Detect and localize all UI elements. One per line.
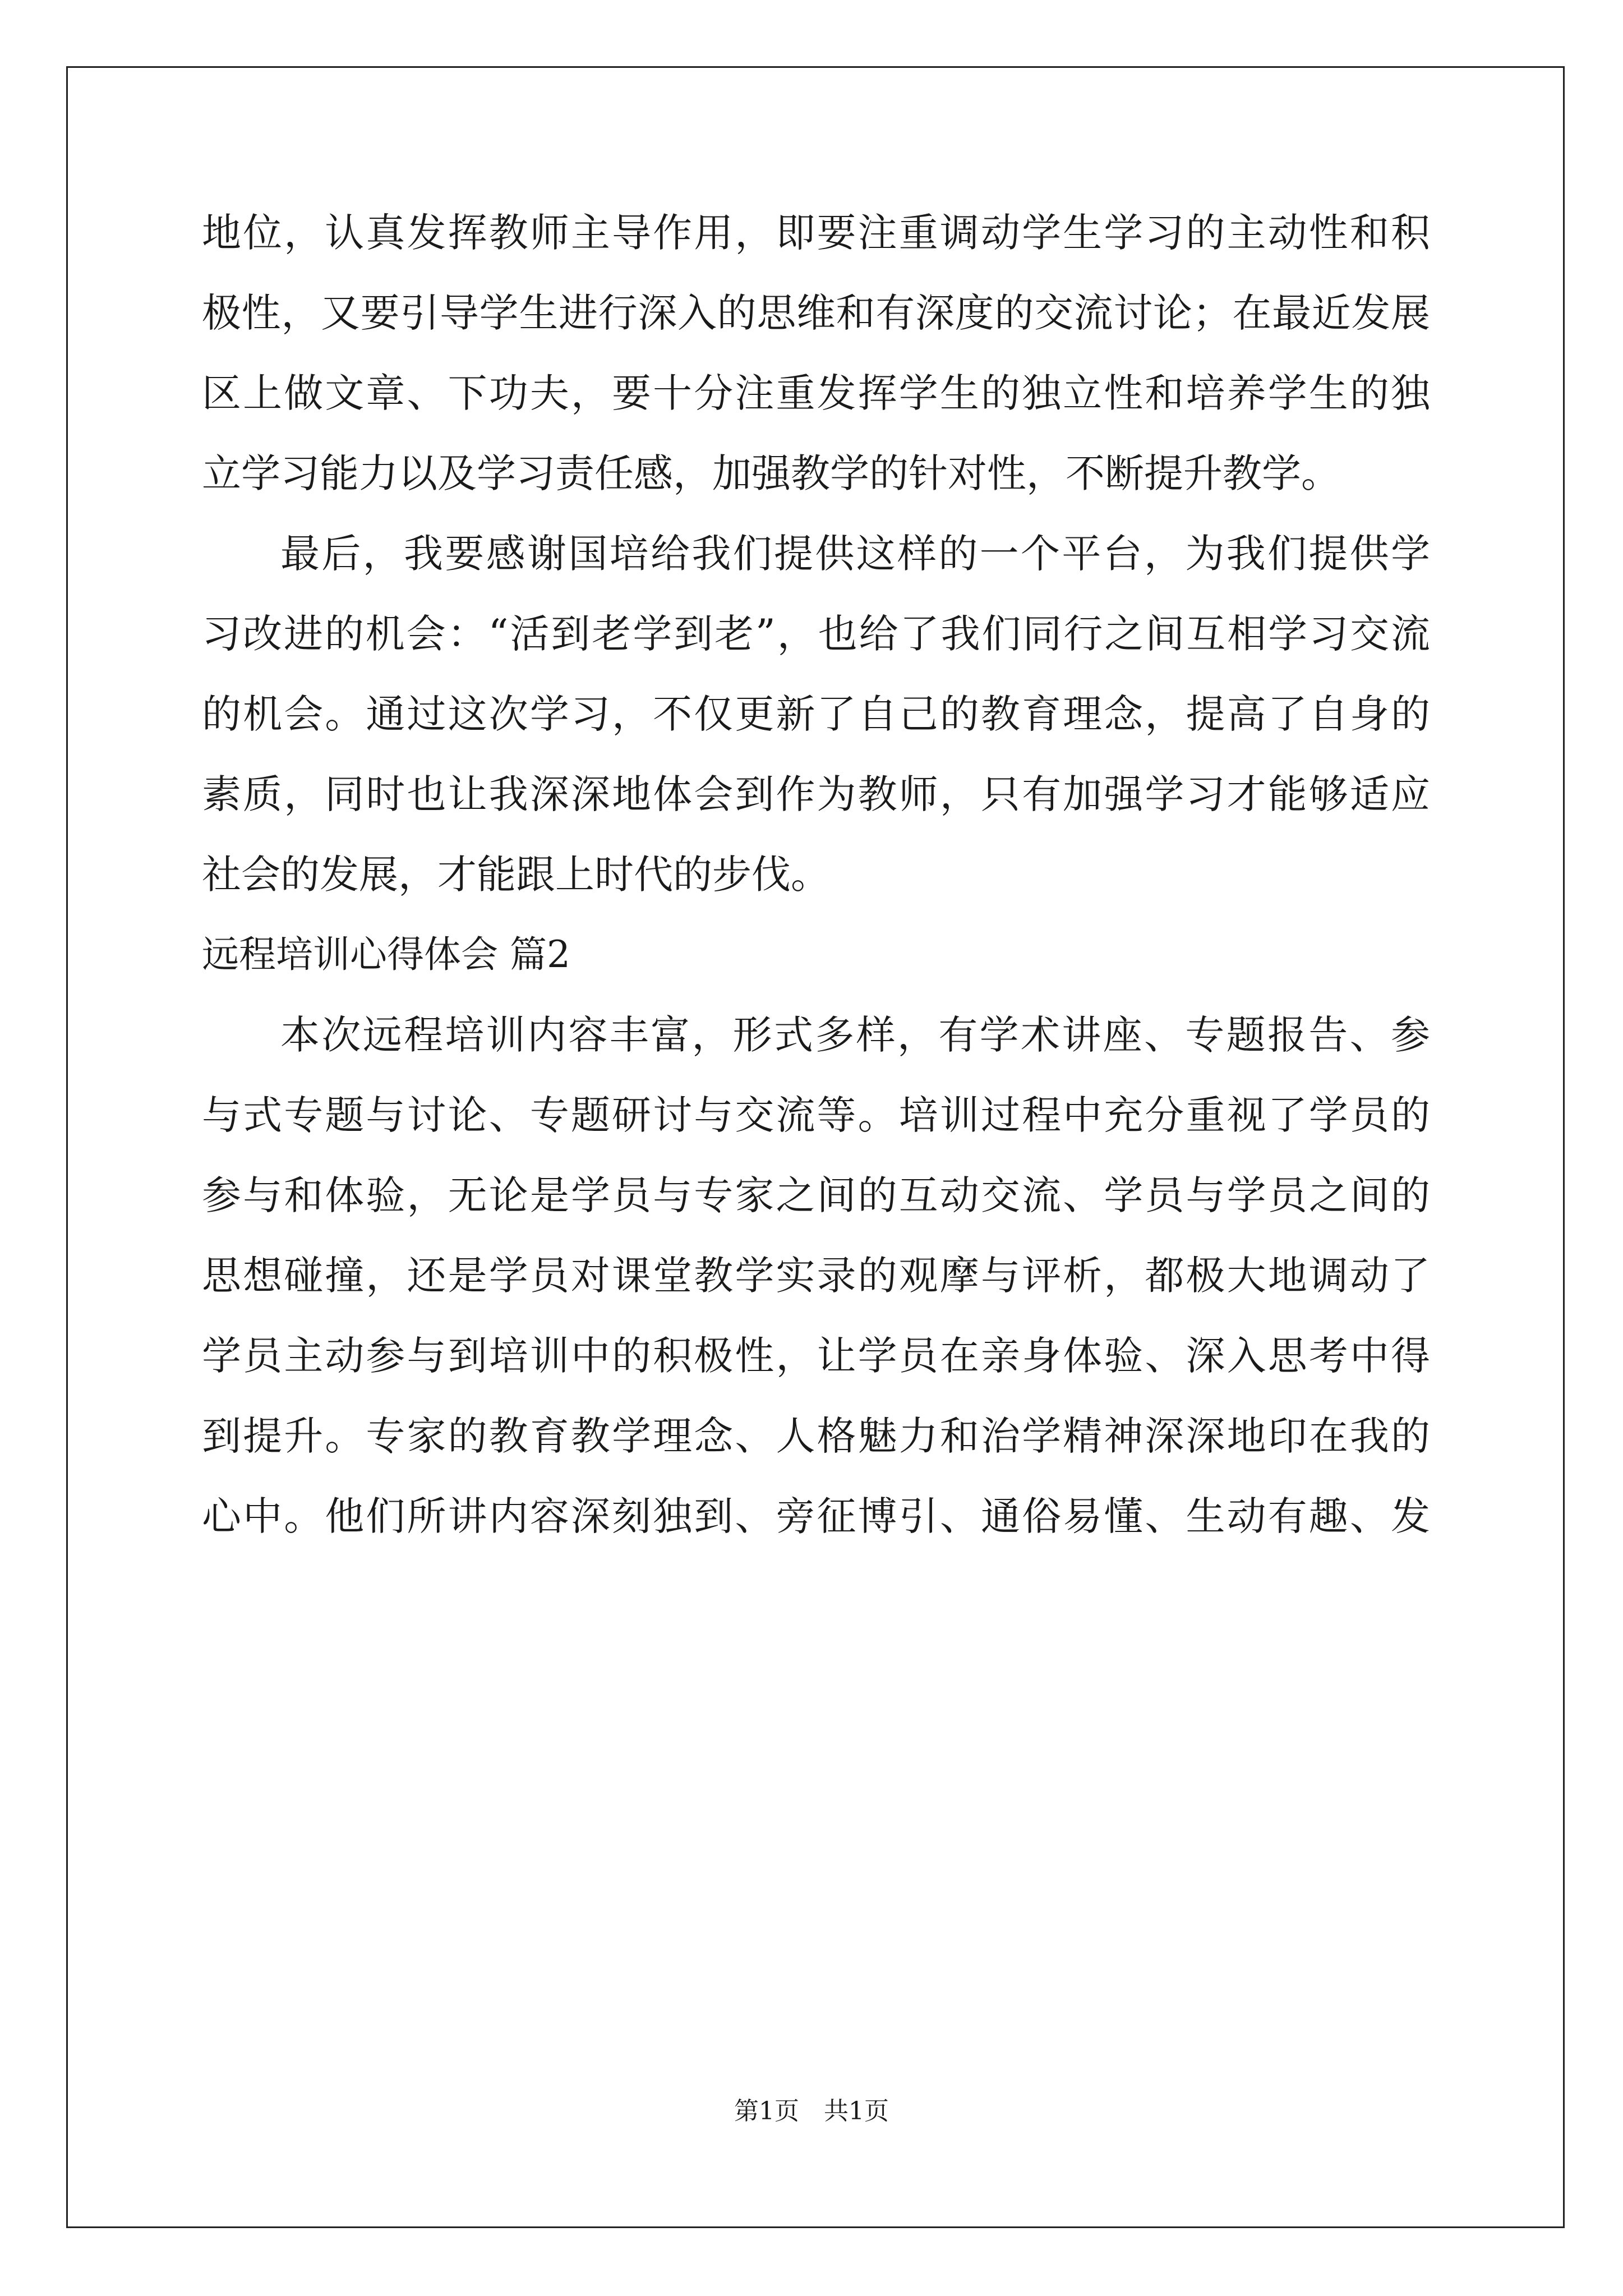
text-line: 社会的发展，才能跟上时代的步伐。 xyxy=(202,852,830,898)
text-line: 的机会。通过这次学习，不仅更新了自己的教育理念，提高了自身的 xyxy=(202,691,1430,737)
text-line: 本次远程培训内容丰富，形式多样，有学术讲座、专题报告、参 xyxy=(280,1012,1430,1058)
text-line: 到提升。专家的教育教学理念、人格魅力和治学精神深深地印在我的 xyxy=(202,1413,1430,1459)
text-line: 立学习能力以及学习责任感，加强教学的针对性，不断提升教学。 xyxy=(202,450,1340,496)
text-line: 最后，我要感谢国培给我们提供这样的一个平台，为我们提供学 xyxy=(280,531,1430,577)
paragraph-3 xyxy=(202,1012,1430,1577)
page-footer: 第1页 共1页 xyxy=(734,2097,889,2125)
text-line: 学员主动参与到培训中的积极性，让学员在亲身体验、深入思考中得 xyxy=(202,1333,1430,1379)
text-line: 思想碰撞，还是学员对课堂教学实录的观摩与评析，都极大地调动了 xyxy=(202,1253,1430,1299)
text-line: 地位，认真发挥教师主导作用，即要注重调动学生学习的主动性和积 xyxy=(202,210,1430,256)
text-line: 与式专题与讨论、专题研讨与交流等。培训过程中充分重视了学员的 xyxy=(202,1092,1430,1138)
text-line: 极性，又要引导学生进行深入的思维和有深度的交流讨论；在最近发展 xyxy=(202,290,1430,336)
paragraph-1 xyxy=(202,210,1430,534)
text-line: 参与和体验，无论是学员与专家之间的互动交流、学员与学员之间的 xyxy=(202,1172,1430,1218)
document-body xyxy=(202,210,1430,1577)
section-heading: 远程培训心得体会 篇2 xyxy=(202,933,570,976)
paragraph-2 xyxy=(202,531,1430,935)
text-line: 习改进的机会：“活到老学到老”，也给了我们同行之间互相学习交流 xyxy=(202,611,1430,657)
text-line: 区上做文章、下功夫，要十分注重发挥学生的独立性和培养学生的独 xyxy=(202,370,1430,416)
text-line: 素质，同时也让我深深地体会到作为教师，只有加强学习才能够适应 xyxy=(202,771,1430,817)
text-line: 心中。他们所讲内容深刻独到、旁征博引、通俗易懂、生动有趣、发 xyxy=(202,1493,1430,1539)
